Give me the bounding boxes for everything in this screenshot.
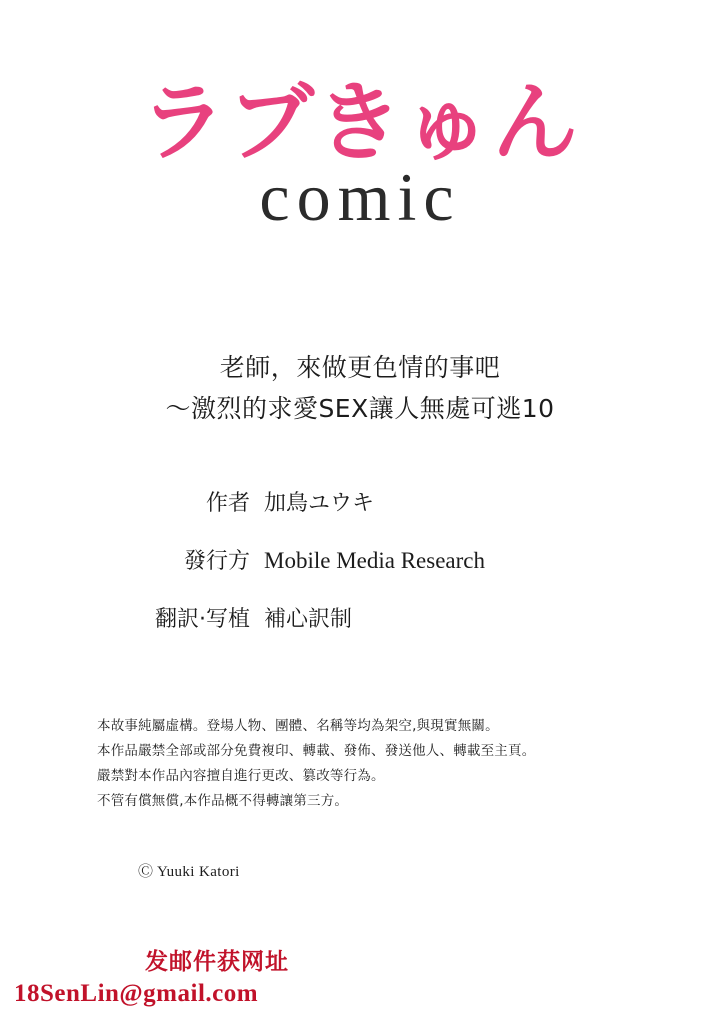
credit-row-publisher	[0, 544, 720, 575]
credit-value: Mobile Media Research	[264, 548, 485, 573]
disclaimer-line-2: 本作品嚴禁全部或部分免費複印、轉載、發佈、發送他人、轉載至主頁。	[97, 742, 536, 759]
logo-japanese-text: ラブきゅん	[140, 73, 580, 173]
disclaimer-block	[97, 716, 637, 816]
watermark-line-1: 发邮件获网址	[145, 949, 289, 976]
credit-label: 發行方	[183, 549, 250, 574]
disclaimer-line-1: 本故事純屬虛構。登場人物、團體、名稱等均為架空,與現實無關。	[97, 718, 499, 734]
disclaimer-line-3: 嚴禁對本作品內容擅自進行更改、篡改等行為。	[97, 767, 385, 784]
credits-list	[0, 486, 720, 660]
credit-value: 加鳥ユウキ	[264, 491, 375, 516]
watermark-block	[14, 948, 434, 1009]
logo-latin-text: comic	[259, 159, 461, 236]
credit-label: 作者	[205, 491, 250, 516]
page-title	[0, 348, 720, 429]
disclaimer-line-4: 不管有償無償,本作品概不得轉讓第三方。	[97, 792, 349, 809]
logo-block	[0, 73, 720, 236]
watermark-email: 18SenLin@gmail.com	[14, 980, 259, 1007]
credit-value: 補心訳制	[264, 607, 353, 632]
credit-label: 翻訳·写植	[155, 607, 250, 632]
title-line-2: ～激烈的求愛SEX讓人無處可逃10	[165, 393, 555, 423]
title-line-1: 老師，來做更色情的事吧	[219, 353, 501, 382]
credit-row-author	[0, 486, 720, 517]
credit-row-translation	[0, 602, 720, 633]
copyright-notice: Ⓒ Yuuki Katori	[138, 864, 240, 880]
